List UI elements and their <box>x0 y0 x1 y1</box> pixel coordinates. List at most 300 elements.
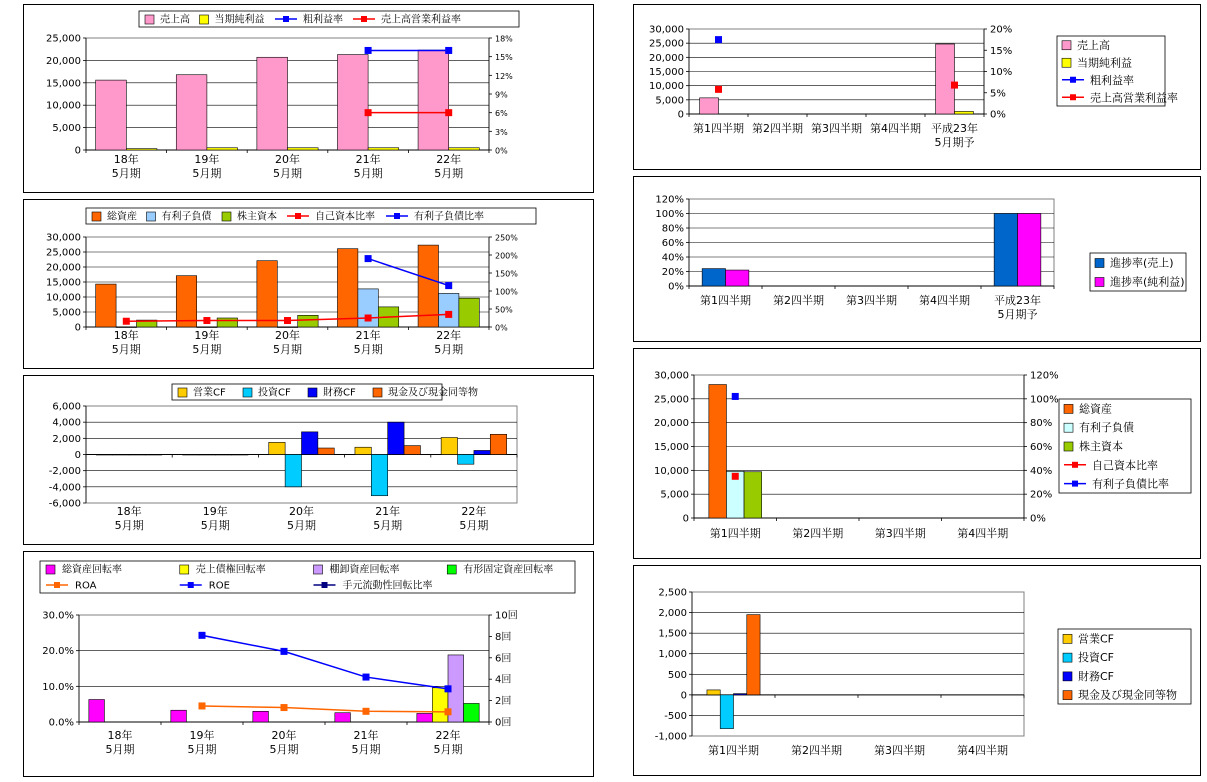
bar-有利子負債 <box>197 327 217 328</box>
point-ROA <box>445 708 452 715</box>
bar-総資産 <box>709 385 727 518</box>
category-label: 5月期 <box>353 343 383 356</box>
category-label: 21年 <box>355 329 381 342</box>
y-right-tick-label: 5% <box>990 88 1006 100</box>
y-left-tick-label: 10,000 <box>46 292 81 304</box>
y-right-tick-label: 0% <box>495 146 508 156</box>
legend <box>1059 399 1191 493</box>
legend-label: 財務CF <box>323 387 356 399</box>
legend-label: 有形固定資産回転率 <box>463 564 554 576</box>
y-left-tick-label: 15,000 <box>649 67 684 78</box>
bar-株主資本 <box>298 315 318 327</box>
y-left-tick-label: 0 <box>74 322 81 334</box>
legend-swatch <box>1095 259 1104 268</box>
point-自己資本比率 <box>365 315 372 322</box>
y-left-tick-label: 30,000 <box>46 232 81 244</box>
y-right-tick-label: 15% <box>495 53 513 63</box>
bar-有形固定資産回転率 <box>464 703 480 722</box>
bar-総資産回転率 <box>171 710 187 722</box>
legend-marker <box>188 582 194 588</box>
legend-swatch <box>46 565 55 574</box>
y-right-tick-label: 9% <box>495 90 508 100</box>
category-label: 5月期予 <box>934 136 975 149</box>
legend-label: 粗利益率 <box>303 14 343 26</box>
bar-投資CF <box>458 455 474 465</box>
y-right-tick-label: 120% <box>1030 370 1059 382</box>
y-left-tick-label: -4,000 <box>48 482 81 494</box>
legend-label: 売上高 <box>1077 38 1110 52</box>
point-自己資本比率 <box>203 317 210 324</box>
bar-総資産 <box>96 284 116 327</box>
legend-label: 現金及び現金同等物 <box>1078 688 1177 702</box>
legend-label: 有利子負債比率 <box>414 211 484 223</box>
bar-投資CF <box>371 455 387 496</box>
legend <box>1090 253 1186 291</box>
point-売上高営業利益率 <box>951 82 958 89</box>
legend-label: 自己資本比率 <box>315 211 375 223</box>
bar-投資CF <box>113 455 129 456</box>
category-label: 第3四半期 <box>846 294 897 307</box>
category-label: 第2四半期 <box>792 527 844 540</box>
legend-label: ROE <box>208 580 230 592</box>
legend-label: 棚卸資産回転率 <box>329 564 400 576</box>
bar-売上高 <box>257 57 288 150</box>
y-right-tick-label: 60% <box>1030 442 1053 453</box>
category-label: 5月期 <box>353 167 383 180</box>
chart-progress <box>634 177 1200 341</box>
y-left-tick-label: 2,000 <box>658 608 687 620</box>
legend-swatch <box>1064 404 1073 413</box>
bar-進捗率(売上) <box>994 214 1017 287</box>
bar-営業CF <box>707 690 720 695</box>
point-有利子負債比率 <box>732 393 739 400</box>
point-粗利益率 <box>715 36 722 43</box>
legend-label: 総資産 <box>107 211 137 223</box>
category-label: 第4四半期 <box>870 122 921 135</box>
category-label: 22年 <box>435 729 461 742</box>
category-label: 第2四半期 <box>752 122 803 135</box>
bar-現金及び現金同等物 <box>232 455 248 456</box>
y-left-tick-label: 20,000 <box>649 52 684 64</box>
y-left-tick-label: -500 <box>664 710 687 722</box>
bar-売上高 <box>176 75 207 150</box>
y-right-tick-label: 10回 <box>495 610 518 622</box>
y-left-tick-label: 4,000 <box>52 417 81 429</box>
bar-投資CF <box>199 455 215 456</box>
y-left-tick-label: 6,000 <box>52 401 81 413</box>
y-left-tick-label: 0.0% <box>48 717 74 729</box>
y-right-tick-label: 40% <box>1030 465 1053 477</box>
point-自己資本比率 <box>284 317 291 324</box>
category-label: 18年 <box>113 153 139 166</box>
bar-当期純利益 <box>368 148 399 150</box>
point-売上高営業利益率 <box>365 109 372 116</box>
y-left-tick-label: 10,000 <box>46 100 81 112</box>
bar-当期純利益 <box>288 148 319 150</box>
y-left-tick-label: 0% <box>668 281 684 293</box>
legend-swatch <box>1064 442 1073 451</box>
y-left-tick-label: 30,000 <box>654 370 689 382</box>
bar-売上高 <box>700 98 719 114</box>
point-自己資本比率 <box>732 473 739 480</box>
y-left-tick-label: 1,000 <box>658 649 687 661</box>
chart-panel-quarterly-assets <box>633 348 1201 559</box>
category-label: 18年 <box>116 505 142 518</box>
legend-label: 株主資本 <box>1079 440 1123 453</box>
category-label: 5月期予 <box>997 308 1038 321</box>
y-left-tick-label: 25,000 <box>654 394 689 406</box>
legend-marker <box>1072 462 1078 468</box>
category-label: 18年 <box>107 729 133 742</box>
y-right-tick-label: 12% <box>495 71 513 81</box>
legend-label: 総資産 <box>1079 402 1112 416</box>
bar-営業CF <box>441 438 457 455</box>
bar-営業CF <box>183 455 199 456</box>
chart-cashflow <box>24 376 593 544</box>
y-right-tick-label: 80% <box>1030 418 1053 430</box>
y-right-tick-label: 4回 <box>495 674 512 686</box>
y-left-tick-label: 0 <box>74 145 81 157</box>
legend-marker <box>1070 77 1076 83</box>
legend <box>1057 36 1178 106</box>
category-label: 5月期 <box>459 519 489 532</box>
category-label: 5月期 <box>273 343 302 356</box>
point-有利子負債比率 <box>365 255 372 262</box>
category-label: 22年 <box>461 505 487 518</box>
bar-営業CF <box>96 455 112 456</box>
point-ROE <box>363 674 370 681</box>
bar-総資産 <box>337 249 357 327</box>
y-left-tick-label: 20% <box>661 267 684 278</box>
category-label: 20年 <box>275 153 300 166</box>
legend <box>1058 629 1191 704</box>
category-label: 第2四半期 <box>773 294 824 307</box>
y-left-tick-label: 80% <box>661 223 684 235</box>
y-left-tick-label: -6,000 <box>48 498 81 510</box>
y-left-tick-label: 5,000 <box>52 123 81 135</box>
y-left-tick-label: 10,000 <box>654 465 689 477</box>
chart-panel-progress <box>633 176 1201 342</box>
y-right-tick-label: 100% <box>1030 394 1059 406</box>
legend-swatch <box>178 388 187 397</box>
category-label: 第4四半期 <box>957 527 1009 540</box>
legend-label: 自己資本比率 <box>1092 458 1158 472</box>
category-label: 平成23年 <box>994 294 1041 307</box>
category-label: 19年 <box>194 153 220 166</box>
point-ROA <box>363 708 370 715</box>
bar-総資産 <box>176 276 196 327</box>
bar-財務CF <box>129 455 145 456</box>
legend-swatch <box>1064 423 1073 432</box>
bar-総資産回転率 <box>335 713 351 722</box>
bar-現金及び現金同等物 <box>145 455 161 456</box>
category-label: 第1四半期 <box>709 527 761 540</box>
y-right-tick-label: 2回 <box>495 696 512 708</box>
y-right-tick-label: 200% <box>495 251 518 261</box>
legend-swatch <box>92 212 101 221</box>
y-left-tick-label: 20,000 <box>46 262 81 274</box>
y-left-tick-label: 5,000 <box>660 489 689 501</box>
legend-marker <box>295 213 301 219</box>
category-label: 20年 <box>275 329 300 342</box>
category-label: 21年 <box>355 153 381 166</box>
y-left-tick-label: 15,000 <box>46 277 81 289</box>
legend-swatch <box>145 15 154 24</box>
chart-panel-turnover <box>23 551 594 777</box>
y-left-tick-label: -2,000 <box>48 466 81 478</box>
category-label: 5月期 <box>192 343 222 356</box>
legend-label: 当期純利益 <box>214 14 265 26</box>
y-right-tick-label: 20% <box>990 24 1013 36</box>
legend-label: 営業CF <box>193 387 226 399</box>
chart-panel-quarterly-sales <box>633 4 1201 170</box>
y-left-tick-label: 25,000 <box>649 38 684 50</box>
legend-label: 総資産回転率 <box>62 564 122 576</box>
y-left-tick-label: 20.0% <box>42 646 74 658</box>
legend-label: ROA <box>75 580 97 592</box>
y-left-tick-label: 2,500 <box>658 587 687 599</box>
bar-当期純利益 <box>126 149 157 150</box>
plot-area <box>692 592 1024 736</box>
bar-現金及び現金同等物 <box>490 434 506 454</box>
category-label: 5月期 <box>373 519 403 532</box>
bar-財務CF <box>734 694 747 695</box>
legend-swatch <box>200 15 209 24</box>
legend-label: 有利子負債 <box>161 211 212 223</box>
y-right-tick-label: 0% <box>495 323 508 333</box>
legend-swatch <box>243 388 252 397</box>
y-left-tick-label: 500 <box>667 669 687 681</box>
category-label: 第1四半期 <box>708 744 759 757</box>
y-left-tick-label: 5,000 <box>52 307 81 319</box>
chart-assets-debt <box>24 200 593 368</box>
y-left-tick-label: 0 <box>682 513 689 525</box>
bar-現金及び現金同等物 <box>404 446 420 455</box>
y-left-tick-label: 25,000 <box>46 33 81 45</box>
legend-swatch <box>1063 653 1072 662</box>
bar-有利子負債 <box>438 293 458 327</box>
bar-現金及び現金同等物 <box>747 615 760 695</box>
point-ROA <box>281 704 288 711</box>
bar-進捗率(売上) <box>702 269 725 286</box>
bar-総資産回転率 <box>253 711 269 722</box>
legend-label: 売上高営業利益率 <box>381 14 461 26</box>
legend-swatch <box>1063 634 1072 643</box>
y-left-tick-label: 0 <box>74 450 81 461</box>
y-right-tick-label: 0% <box>1030 513 1046 525</box>
point-ROE <box>445 685 452 692</box>
y-left-tick-label: 15,000 <box>46 78 81 90</box>
y-right-tick-label: 100% <box>495 287 518 297</box>
legend-marker <box>394 213 400 219</box>
category-label: 22年 <box>436 153 462 166</box>
point-売上高営業利益率 <box>445 109 452 116</box>
bar-現金及び現金同等物 <box>318 448 334 454</box>
legend <box>40 561 575 593</box>
chart-panel-quarterly-cashflow <box>633 565 1201 776</box>
legend-label: 営業CF <box>1078 632 1115 646</box>
category-label: 5月期 <box>200 519 230 532</box>
legend-label: 売上高営業利益率 <box>1090 91 1178 105</box>
y-left-tick-label: 5,000 <box>655 95 684 107</box>
legend-swatch <box>308 388 317 397</box>
legend-label: 手元流動性回転比率 <box>342 580 433 592</box>
legend-label: 財務CF <box>1078 669 1115 683</box>
legend-label: 進捗率(売上) <box>1110 256 1174 270</box>
bar-売上高 <box>337 55 368 150</box>
legend-swatch <box>1062 58 1071 67</box>
y-left-tick-label: 120% <box>655 194 684 206</box>
category-label: 第3四半期 <box>811 122 862 135</box>
legend-label: 有利子負債 <box>1079 421 1134 435</box>
y-right-tick-label: 50% <box>495 305 513 315</box>
category-label: 5月期 <box>269 743 299 756</box>
legend <box>139 11 519 27</box>
legend-swatch <box>447 565 456 574</box>
point-ROA <box>199 702 206 709</box>
category-label: 19年 <box>202 505 228 518</box>
category-label: 21年 <box>353 729 379 742</box>
y-right-tick-label: 6% <box>495 109 508 119</box>
y-left-tick-label: 100% <box>655 209 684 220</box>
bar-財務CF <box>215 455 231 456</box>
category-label: 第3四半期 <box>874 744 925 757</box>
y-right-tick-label: 8回 <box>495 631 512 643</box>
legend-label: 投資CF <box>1078 651 1115 665</box>
category-label: 19年 <box>189 729 215 742</box>
category-label: 5月期 <box>351 743 381 756</box>
category-label: 5月期 <box>273 167 302 180</box>
category-label: 5月期 <box>114 519 144 532</box>
legend-marker <box>1072 481 1078 487</box>
y-left-tick-label: 10,000 <box>649 81 684 93</box>
chart-panel-sales-profit <box>23 4 594 193</box>
chart-quarterly-cashflow <box>634 566 1200 775</box>
y-right-tick-label: 0% <box>990 109 1006 121</box>
y-right-tick-label: 6回 <box>495 653 512 665</box>
category-label: 5月期 <box>111 167 141 180</box>
y-left-tick-label: 30,000 <box>649 24 684 36</box>
bar-有利子負債 <box>116 327 136 328</box>
legend-swatch <box>373 388 382 397</box>
bar-当期純利益 <box>955 111 974 114</box>
point-粗利益率 <box>365 47 372 54</box>
legend-swatch <box>180 565 189 574</box>
bar-総資産 <box>257 261 277 327</box>
y-right-tick-label: 15% <box>990 45 1013 57</box>
chart-quarterly-assets <box>634 349 1200 558</box>
legend <box>172 384 478 400</box>
category-label: 第1四半期 <box>693 122 744 135</box>
y-left-tick-label: 20,000 <box>46 55 81 67</box>
category-label: 5月期 <box>111 343 141 356</box>
y-left-tick-label: 60% <box>661 238 684 249</box>
legend-swatch <box>1095 278 1104 287</box>
legend-marker <box>1070 94 1076 100</box>
y-left-tick-label: 10.0% <box>42 681 74 693</box>
category-label: 18年 <box>113 329 139 342</box>
chart-turnover <box>24 552 593 776</box>
legend-marker <box>322 582 328 588</box>
legend <box>86 208 536 224</box>
category-label: 5月期 <box>192 167 222 180</box>
y-left-tick-label: 15,000 <box>654 442 689 453</box>
category-label: 第2四半期 <box>791 744 842 757</box>
point-自己資本比率 <box>123 318 130 325</box>
category-label: 20年 <box>271 729 297 742</box>
bar-営業CF <box>269 442 285 454</box>
legend-label: 有利子負債比率 <box>1092 477 1169 491</box>
point-ROE <box>281 648 288 655</box>
legend-swatch <box>222 212 231 221</box>
bar-株主資本 <box>744 472 762 518</box>
y-left-tick-label: 20,000 <box>654 418 689 430</box>
bar-投資CF <box>720 695 733 729</box>
legend-label: 現金及び現金同等物 <box>388 387 478 399</box>
y-left-tick-label: 30.0% <box>42 610 74 622</box>
legend-marker <box>283 16 289 22</box>
legend-label: 株主資本 <box>237 211 277 223</box>
legend-marker <box>54 582 60 588</box>
legend-swatch <box>147 212 156 221</box>
legend-swatch <box>1063 691 1072 700</box>
bar-売上債権回転率 <box>432 688 448 722</box>
bar-有利子負債 <box>277 327 297 328</box>
y-left-tick-label: 2,000 <box>52 433 81 445</box>
chart-quarterly-sales <box>634 5 1200 169</box>
bar-投資CF <box>285 455 301 487</box>
point-粗利益率 <box>445 47 452 54</box>
legend-label: 進捗率(純利益) <box>1110 275 1185 289</box>
y-left-tick-label: 1,500 <box>658 628 687 640</box>
chart-sales-profit <box>24 5 593 192</box>
bar-売上高 <box>96 80 127 150</box>
category-label: 平成23年 <box>931 122 978 135</box>
bar-当期純利益 <box>207 148 238 150</box>
bar-財務CF <box>302 432 318 455</box>
legend-label: 粗利益率 <box>1090 73 1134 87</box>
category-label: 22年 <box>436 329 462 342</box>
bar-進捗率(純利益) <box>1018 214 1041 287</box>
y-right-tick-label: 3% <box>495 127 508 137</box>
category-label: 5月期 <box>433 743 463 756</box>
legend-swatch <box>1063 672 1072 681</box>
y-left-tick-label: 40% <box>661 252 684 264</box>
category-label: 5月期 <box>187 743 217 756</box>
category-label: 5月期 <box>105 743 135 756</box>
category-label: 第4四半期 <box>957 744 1008 757</box>
legend-label: 売上高 <box>160 14 190 26</box>
bar-総資産回転率 <box>417 713 433 722</box>
legend-label: 売上債権回転率 <box>195 564 266 576</box>
bar-財務CF <box>388 422 404 454</box>
legend-label: 投資CF <box>258 387 291 399</box>
category-label: 第4四半期 <box>919 294 970 307</box>
legend-label: 当期純利益 <box>1077 56 1132 70</box>
category-label: 5月期 <box>434 167 464 180</box>
point-売上高営業利益率 <box>715 86 722 93</box>
bar-売上高 <box>418 50 449 150</box>
y-right-tick-label: 150% <box>495 269 518 279</box>
y-right-tick-label: 250% <box>495 233 518 243</box>
category-label: 21年 <box>375 505 401 518</box>
point-自己資本比率 <box>445 311 452 318</box>
category-label: 第1四半期 <box>700 294 751 307</box>
y-left-tick-label: 0 <box>680 690 687 702</box>
legend-swatch <box>314 565 323 574</box>
bar-営業CF <box>355 447 371 454</box>
point-有利子負債比率 <box>445 282 452 289</box>
